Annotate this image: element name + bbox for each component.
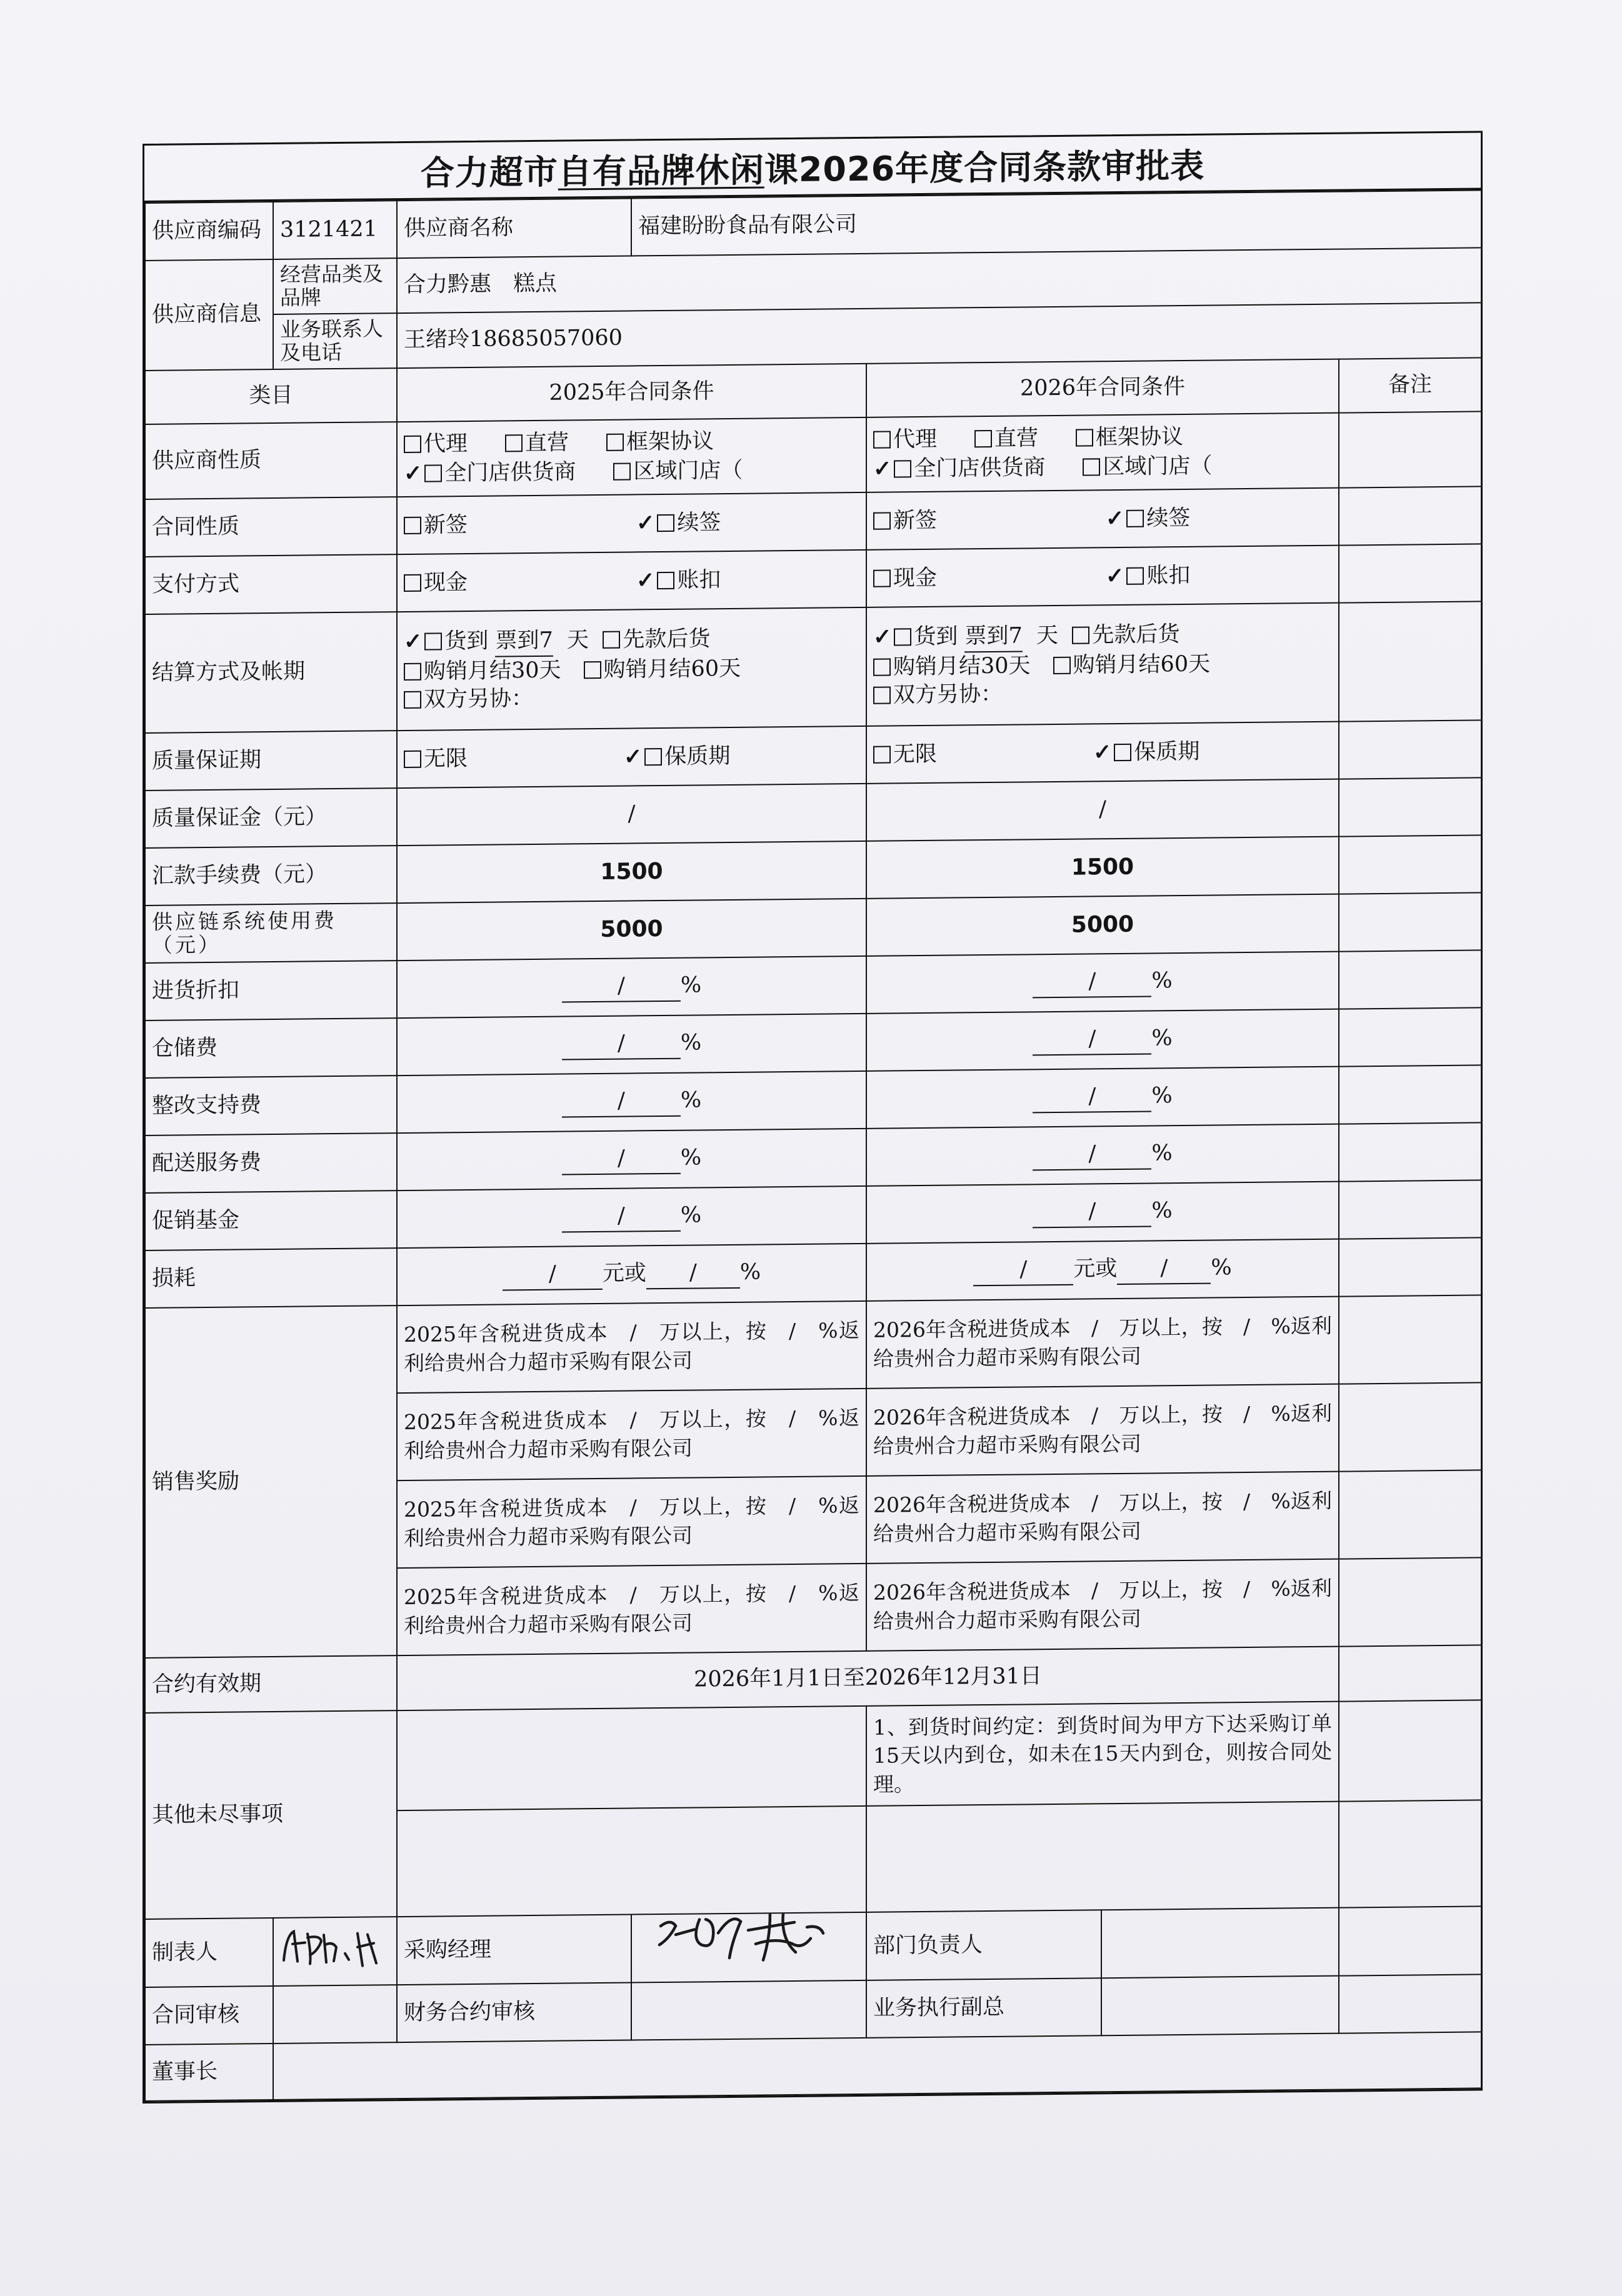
checkbox	[1072, 627, 1089, 644]
remark-cell	[1339, 720, 1481, 779]
checkbox	[404, 662, 421, 680]
remit-2025: 1500	[397, 841, 866, 903]
quality-2026: 无限 ✓ 保质期	[866, 722, 1339, 784]
loss-2026: / 元或 / %	[866, 1239, 1339, 1301]
payment-label: 支付方式	[145, 554, 397, 614]
checkbox	[873, 569, 891, 587]
checkbox	[873, 687, 891, 704]
maker-signature	[273, 1917, 397, 1985]
checkbox	[613, 462, 631, 480]
check-mark-icon: ✓	[1106, 562, 1124, 589]
check-mark-icon: ✓	[624, 744, 643, 770]
remark-cell	[1339, 835, 1481, 894]
remark-cell	[1339, 1557, 1481, 1646]
promo-2026: / %	[866, 1182, 1339, 1244]
checkbox	[894, 628, 911, 646]
checkbox	[606, 434, 624, 451]
maker-label: 制表人	[145, 1918, 273, 1987]
checkbox	[1076, 429, 1093, 446]
buyer-label: 采购经理	[397, 1914, 631, 1984]
check-mark-icon: ✓	[636, 509, 655, 536]
sysfee-2026: 5000	[866, 894, 1339, 956]
checkbox	[644, 748, 662, 766]
checkbox	[424, 633, 442, 651]
remark-cell	[1339, 1007, 1481, 1066]
supplier-code: 3121421	[273, 201, 397, 259]
payment-2026: 现金 ✓ 账扣	[866, 546, 1339, 607]
remark-cell	[1339, 1295, 1481, 1384]
loss-label: 损耗	[145, 1248, 397, 1308]
review-label: 合同审核	[145, 1985, 273, 2044]
other-2025	[397, 1806, 866, 1917]
form-table	[144, 189, 1482, 2101]
header-remark: 备注	[1339, 357, 1481, 412]
validity-label: 合约有效期	[145, 1655, 397, 1713]
remark-cell	[1339, 1974, 1481, 2033]
checkbox	[1126, 567, 1144, 584]
checkbox	[603, 631, 620, 649]
deposit-label: 质量保证金（元）	[145, 788, 397, 848]
rebate-2025: 2025年含税进货成本 / 万以上，按 / %返利给贵州合力超市采购有限公司	[397, 1301, 866, 1393]
rebate-2026: 2026年含税进货成本 / 万以上，按 / %返利给贵州合力超市采购有限公司	[866, 1472, 1339, 1564]
header-category: 类目	[145, 368, 397, 424]
nature-label: 供应商性质	[145, 422, 397, 499]
rebate-2025: 2025年含税进货成本 / 万以上，按 / %返利给贵州合力超市采购有限公司	[397, 1476, 866, 1568]
contract-2025: 新签 ✓ 续签	[397, 492, 866, 554]
header-2025: 2025年合同条件	[397, 364, 866, 422]
checkbox	[657, 514, 674, 532]
checkbox	[424, 464, 442, 482]
checkbox	[1083, 458, 1100, 476]
delivery-2026: / %	[866, 1124, 1339, 1186]
category-value: 合力黔惠 糕点	[397, 247, 1481, 313]
handwritten-signature	[280, 1922, 386, 1973]
handwritten-signature	[638, 1912, 844, 1970]
remark-cell	[1339, 1800, 1481, 1907]
settle-label: 结算方式及帐期	[145, 612, 397, 733]
remark-cell	[1339, 1065, 1481, 1124]
chair-signature	[273, 2032, 1481, 2100]
nature-2026: 代理 直营 框架协议 ✓ 全门店供货商 区域门店（	[866, 413, 1339, 492]
remark-cell	[1339, 1382, 1481, 1471]
sysfee-label: 供应链系统使用费（元）	[145, 903, 397, 963]
checkbox	[657, 572, 674, 589]
checkbox	[1126, 509, 1144, 527]
storage-2025: / %	[397, 1014, 866, 1076]
rebate-2026: 2026年含税进货成本 / 万以上，按 / %返利给贵州合力超市采购有限公司	[866, 1559, 1339, 1651]
rebate-2026: 2026年含税进货成本 / 万以上，按 / %返利给贵州合力超市采购有限公司	[866, 1384, 1339, 1476]
title-blank-1: 自有品牌休闲	[558, 149, 764, 192]
quality-2025: 无限 ✓ 保质期	[397, 726, 866, 788]
check-mark-icon: ✓	[1106, 505, 1124, 531]
remark-cell	[1339, 777, 1481, 836]
checkbox	[404, 574, 421, 591]
checkbox	[974, 430, 992, 447]
check-mark-icon: ✓	[873, 455, 892, 482]
remark-cell	[1339, 411, 1481, 487]
checkbox	[1114, 744, 1131, 761]
discount-2025: / %	[397, 956, 866, 1018]
deposit-2025: /	[397, 784, 866, 846]
category-label: 经营品类及品牌	[273, 258, 397, 314]
remark-cell	[1339, 950, 1481, 1009]
header-2026: 2026年合同条件	[866, 359, 1339, 417]
promo-2025: / %	[397, 1186, 866, 1248]
checkbox	[505, 434, 523, 452]
remark-cell	[1339, 1470, 1481, 1559]
contact-value: 王绪玲18685057060	[397, 302, 1481, 368]
sysfee-2025: 5000	[397, 899, 866, 961]
supplier-name-label: 供应商名称	[397, 198, 631, 258]
settle-2026: ✓ 货到 票到7 天 先款后货 购销月结30天 购销月结60天 双方另协：	[866, 603, 1339, 726]
other-2025	[397, 1706, 866, 1810]
approval-form	[143, 131, 1483, 2103]
remit-2026: 1500	[866, 837, 1339, 899]
rebate-2026: 2026年含税进货成本 / 万以上，按 / %返利给贵州合力超市采购有限公司	[866, 1297, 1339, 1389]
contact-label: 业务联系人及电话	[273, 313, 397, 369]
chair-label: 董事长	[145, 2043, 273, 2100]
storage-2026: / %	[866, 1009, 1339, 1071]
quality-label: 质量保证期	[145, 731, 397, 791]
check-mark-icon: ✓	[636, 567, 655, 594]
finance-label: 财务合约审核	[397, 1982, 631, 2042]
validity-value: 2026年1月1日至2026年12月31日	[397, 1647, 1339, 1710]
checkbox	[873, 512, 891, 529]
checkbox	[404, 691, 421, 709]
other-label: 其他未尽事项	[145, 1710, 397, 1919]
finance-signature	[631, 1980, 866, 2040]
check-mark-icon: ✓	[873, 624, 892, 651]
rebate-2025: 2025年含税进货成本 / 万以上，按 / %返利给贵州合力超市采购有限公司	[397, 1564, 866, 1655]
nature-2025: 代理 直营 框架协议 ✓ 全门店供货商 区域门店（	[397, 417, 866, 497]
vp-signature	[1101, 1975, 1339, 2035]
supplier-info-label: 供应商信息	[145, 259, 273, 371]
remark-cell	[1339, 1180, 1481, 1239]
contract-label: 合同性质	[145, 497, 397, 557]
remark-cell	[1339, 1237, 1481, 1296]
other-2026	[866, 1802, 1339, 1912]
remark-cell	[1339, 1122, 1481, 1181]
buyer-signature	[631, 1912, 866, 1982]
remark-cell	[1339, 892, 1481, 951]
rectify-2026: / %	[866, 1067, 1339, 1129]
dept-label: 部门负责人	[866, 1910, 1101, 1980]
deposit-2026: /	[866, 779, 1339, 841]
checkbox	[404, 436, 421, 453]
dept-signature	[1101, 1908, 1339, 1978]
other-2026: 1、到货时间约定：到货时间为甲方下达采购订单15天以内到仓，如未在15天内到仓，则按合同处理。	[866, 1702, 1339, 1806]
checkbox	[1053, 656, 1071, 674]
checkbox	[404, 750, 421, 767]
checkbox	[404, 516, 421, 534]
payment-2025: 现金 ✓ 账扣	[397, 550, 866, 612]
remark-cell	[1339, 544, 1481, 602]
discount-2026: / %	[866, 952, 1339, 1014]
rebate-label: 销售奖励	[145, 1305, 397, 1658]
delivery-label: 配送服务费	[145, 1133, 397, 1193]
discount-label: 进货折扣	[145, 961, 397, 1021]
delivery-2025: / %	[397, 1129, 866, 1190]
checkbox	[873, 746, 891, 763]
remark-cell	[1339, 601, 1481, 721]
supplier-name: 福建盼盼食品有限公司	[631, 190, 1481, 256]
check-mark-icon: ✓	[404, 628, 423, 655]
form-title: 合力超市 自有品牌休闲 课2026年度合同条款审批表	[144, 132, 1481, 202]
checkbox	[873, 431, 891, 449]
loss-2025: / 元或 / %	[397, 1244, 866, 1305]
settle-2025: ✓ 货到 票到7 天 先款后货 购销月结30天 购销月结60天 双方另协：	[397, 607, 866, 731]
remark-cell	[1339, 486, 1481, 545]
promo-label: 促销基金	[145, 1190, 397, 1250]
remark-cell	[1339, 1906, 1481, 1975]
check-mark-icon: ✓	[404, 460, 423, 486]
rectify-label: 整改支持费	[145, 1076, 397, 1136]
check-mark-icon: ✓	[1093, 739, 1112, 766]
supplier-code-label: 供应商编码	[145, 202, 273, 261]
rectify-2025: / %	[397, 1071, 866, 1133]
contract-2026: 新签 ✓ 续签	[866, 488, 1339, 550]
rebate-2025: 2025年含税进货成本 / 万以上，按 / %返利给贵州合力超市采购有限公司	[397, 1389, 866, 1480]
checkbox	[584, 661, 601, 679]
checkbox	[894, 460, 911, 477]
vp-label: 业务执行副总	[866, 1978, 1101, 2038]
review-signature	[273, 1985, 397, 2044]
remark-cell	[1339, 1700, 1481, 1801]
remit-label: 汇款手续费（元）	[145, 846, 397, 906]
checkbox	[873, 658, 891, 676]
remark-cell	[1339, 1645, 1481, 1701]
storage-label: 仓储费	[145, 1018, 397, 1078]
